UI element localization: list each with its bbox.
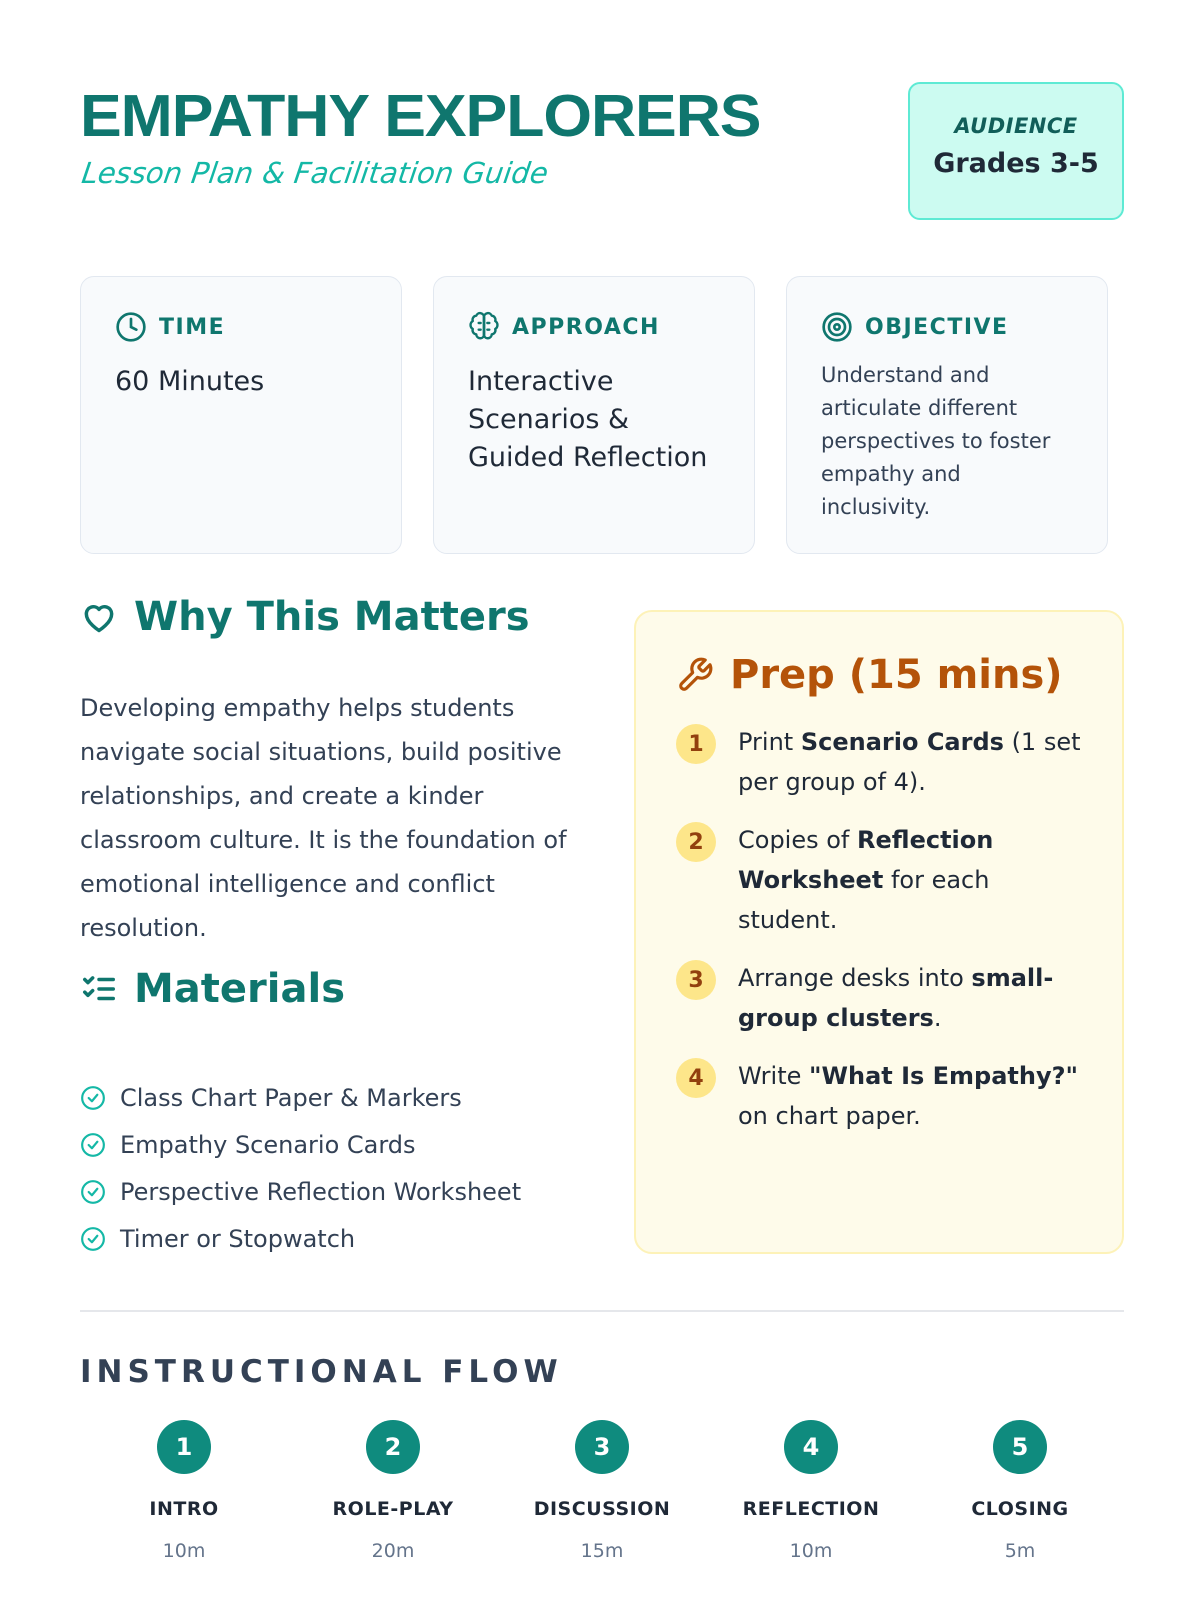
step-text <box>738 1056 1082 1136</box>
prep-steps <box>676 724 1082 1136</box>
instructional-flow <box>80 1420 1124 1570</box>
flow-step-reflection <box>711 1420 911 1562</box>
audience-value: Grades 3-5 <box>933 148 1099 179</box>
flow-step-number: 3 <box>575 1420 629 1474</box>
flow-step-name: DISCUSSION <box>533 1498 671 1520</box>
approach-value: Interactive Scenarios & Guided Reflection <box>468 366 708 473</box>
materials-list <box>80 1074 521 1262</box>
flow-step-duration: 5m <box>1004 1540 1036 1562</box>
flow-step-name: ROLE-PLAY <box>332 1498 454 1520</box>
flow-step-name: REFLECTION <box>742 1498 880 1520</box>
check-circle-icon <box>80 1179 106 1205</box>
material-label: Timer or Stopwatch <box>120 1224 356 1253</box>
step-text-post: on chart paper. <box>738 1102 921 1130</box>
time-value: 60 Minutes <box>115 366 265 397</box>
flow-step-number: 1 <box>157 1420 211 1474</box>
audience-label: AUDIENCE <box>954 114 1078 138</box>
audience-badge <box>908 82 1124 220</box>
target-icon <box>821 311 853 343</box>
clock-icon <box>115 311 147 343</box>
time-label: TIME <box>159 314 226 340</box>
flow-step-duration: 10m <box>789 1540 833 1562</box>
step-text-bold: Reflection Worksheet <box>738 826 994 894</box>
step-text-pre: Print <box>738 728 801 756</box>
prep-step <box>676 960 1082 1038</box>
prep-step <box>676 724 1082 802</box>
flow-step-duration: 10m <box>162 1540 206 1562</box>
check-circle-icon <box>80 1226 106 1252</box>
flow-step-role-play <box>293 1420 493 1562</box>
lesson-plan-page <box>80 0 1124 1600</box>
why-heading-text: Why This Matters <box>134 594 530 640</box>
objective-label: OBJECTIVE <box>865 314 1009 340</box>
flow-heading: INSTRUCTIONAL FLOW <box>80 1354 563 1390</box>
flow-step-name: CLOSING <box>971 1498 1069 1520</box>
step-number: 3 <box>676 960 716 1000</box>
material-label: Perspective Reflection Worksheet <box>120 1177 522 1206</box>
step-text-pre: Arrange desks into <box>738 964 972 992</box>
step-text <box>738 722 1082 802</box>
page-title: EMPATHY EXPLORERS <box>80 83 761 149</box>
material-label: Class Chart Paper & Markers <box>120 1083 462 1112</box>
prep-step <box>676 1058 1082 1136</box>
step-number: 4 <box>676 1058 716 1098</box>
step-text-bold: "What Is Empathy?" <box>809 1062 1079 1090</box>
check-circle-icon <box>80 1132 106 1158</box>
prep-step <box>676 822 1082 940</box>
step-text <box>738 958 1082 1038</box>
check-circle-icon <box>80 1085 106 1111</box>
step-number: 1 <box>676 724 716 764</box>
objective-card <box>786 276 1108 554</box>
approach-card <box>433 276 755 554</box>
approach-label: APPROACH <box>512 314 660 340</box>
objective-value: Understand and articulate different perspectives to foster empathy and inclusivity. <box>821 363 1051 519</box>
prep-panel <box>634 610 1124 1254</box>
brain-icon <box>468 311 500 343</box>
flow-step-intro <box>84 1420 284 1562</box>
materials-heading-text: Materials <box>134 966 345 1012</box>
materials-heading <box>80 966 345 1012</box>
section-divider <box>80 1310 1124 1312</box>
step-text <box>738 820 1082 940</box>
flow-step-duration: 20m <box>371 1540 415 1562</box>
step-text-bold: small-group clusters <box>738 964 1054 1032</box>
flow-step-number: 5 <box>993 1420 1047 1474</box>
step-text-post: . <box>933 1004 942 1032</box>
flow-step-duration: 15m <box>580 1540 624 1562</box>
step-number: 2 <box>676 822 716 862</box>
why-paragraph: Developing empathy helps students navigate social situations, build positive relationships, and create a kinder classroom culture. It is the foundation of emotional intelligence and conflict resolution. <box>80 694 567 942</box>
material-label: Empathy Scenario Cards <box>120 1130 416 1159</box>
why-heading <box>80 594 530 640</box>
flow-step-closing <box>920 1420 1120 1562</box>
list-item <box>80 1168 521 1215</box>
flow-step-discussion <box>502 1420 702 1562</box>
step-text-pre: Write <box>738 1062 809 1090</box>
list-item <box>80 1074 521 1121</box>
step-text-post: for each student. <box>738 866 990 934</box>
list-item <box>80 1215 521 1262</box>
step-text-post: (1 set per group of 4). <box>738 728 1081 796</box>
heart-icon <box>80 598 118 636</box>
checklist-icon <box>80 970 118 1008</box>
flow-step-number: 2 <box>366 1420 420 1474</box>
flow-step-name: INTRO <box>149 1498 219 1520</box>
prep-heading: Prep (15 mins) <box>730 652 1063 698</box>
flow-step-number: 4 <box>784 1420 838 1474</box>
wrench-icon <box>676 656 714 694</box>
step-text-bold: Scenario Cards <box>800 728 1004 756</box>
time-card <box>80 276 402 554</box>
step-text-pre: Copies of <box>738 826 858 854</box>
list-item <box>80 1121 521 1168</box>
page-subtitle: Lesson Plan & Facilitation Guide <box>79 156 551 190</box>
